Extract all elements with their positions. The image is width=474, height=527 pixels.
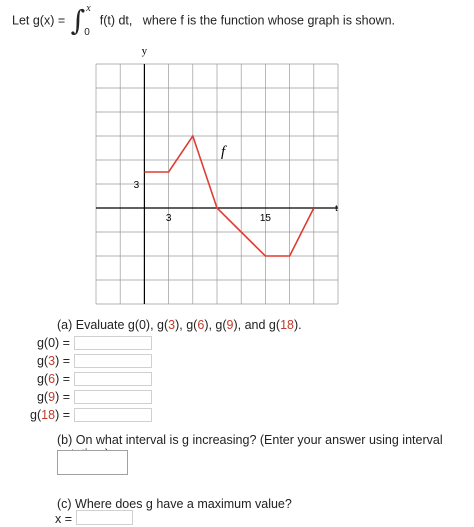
answer-label-pre: g( <box>30 408 42 422</box>
part-c-question: (c) Where does g have a maximum value? <box>57 497 292 511</box>
max-x-label: x = <box>55 512 73 526</box>
answer-label-num: 6 <box>48 372 56 386</box>
max-x-input[interactable] <box>76 510 133 525</box>
g9-answer-input[interactable] <box>74 390 152 404</box>
part-a-num-1: 3 <box>168 318 176 332</box>
answer-row-g6 <box>20 372 70 387</box>
answer-label-post: ) = <box>55 408 70 422</box>
answer-label-num: 18 <box>41 408 56 422</box>
answer-label-num: 3 <box>48 354 56 368</box>
x-tick-label: 3 <box>165 213 172 224</box>
integral-upper-limit: x <box>86 3 91 14</box>
integrand: f(t) dt, <box>99 13 133 28</box>
answer-label-pre: g( <box>36 372 49 386</box>
integral-sign: ∫ <box>70 4 86 37</box>
prompt-tail: where f is the function whose graph is shown. <box>142 13 396 28</box>
answer-label-post: ) = <box>55 354 70 368</box>
graph-grid <box>96 64 338 304</box>
answer-row-g9 <box>20 390 70 405</box>
f-function-label: f <box>221 144 226 160</box>
f-graph-line <box>144 136 313 256</box>
y-tick-label: 3 <box>133 180 140 191</box>
g0-answer-input[interactable] <box>74 336 152 350</box>
answer-label-post: ) = <box>55 372 70 386</box>
part-a-text-4: ), and g( <box>233 318 281 332</box>
prompt-lead: Let g(x) = <box>12 13 66 28</box>
x-tick-label: 15 <box>259 213 271 224</box>
integral-limits <box>84 3 96 38</box>
answer-label-pre: g(0) = <box>36 336 70 350</box>
answer-label-num: 9 <box>48 390 56 404</box>
answer-row-g3 <box>20 354 70 369</box>
answer-label-pre: g( <box>36 390 49 404</box>
part-a-num-4: 18 <box>280 318 294 332</box>
function-graph <box>92 44 342 312</box>
part-a-text-1: (a) Evaluate g(0), g( <box>57 318 169 332</box>
g18-answer-input[interactable] <box>74 408 152 422</box>
part-b-question: (b) On what interval is g increasing? (Enter your answer using interval <box>57 433 443 447</box>
answer-label-post: ) = <box>55 390 70 404</box>
y-axis-label: y <box>141 45 148 57</box>
increasing-interval-input[interactable] <box>57 450 128 475</box>
answer-row-g18 <box>20 408 70 423</box>
problem-prompt <box>12 3 396 38</box>
g3-answer-input[interactable] <box>74 354 152 368</box>
graph-tick-labels <box>134 180 272 224</box>
answer-label-pre: g( <box>36 354 49 368</box>
answer-row-g0 <box>20 336 70 351</box>
t-axis-label: t <box>334 202 338 214</box>
part-a-text-3: ), g( <box>204 318 227 332</box>
integral-lower-limit: 0 <box>84 27 90 38</box>
part-a-num-2: 6 <box>197 318 205 332</box>
part-a-text-5: ). <box>293 318 302 332</box>
g6-answer-input[interactable] <box>74 372 152 386</box>
part-a-num-3: 9 <box>226 318 234 332</box>
part-a-text-2: ), g( <box>175 318 198 332</box>
part-a-question <box>57 318 302 332</box>
